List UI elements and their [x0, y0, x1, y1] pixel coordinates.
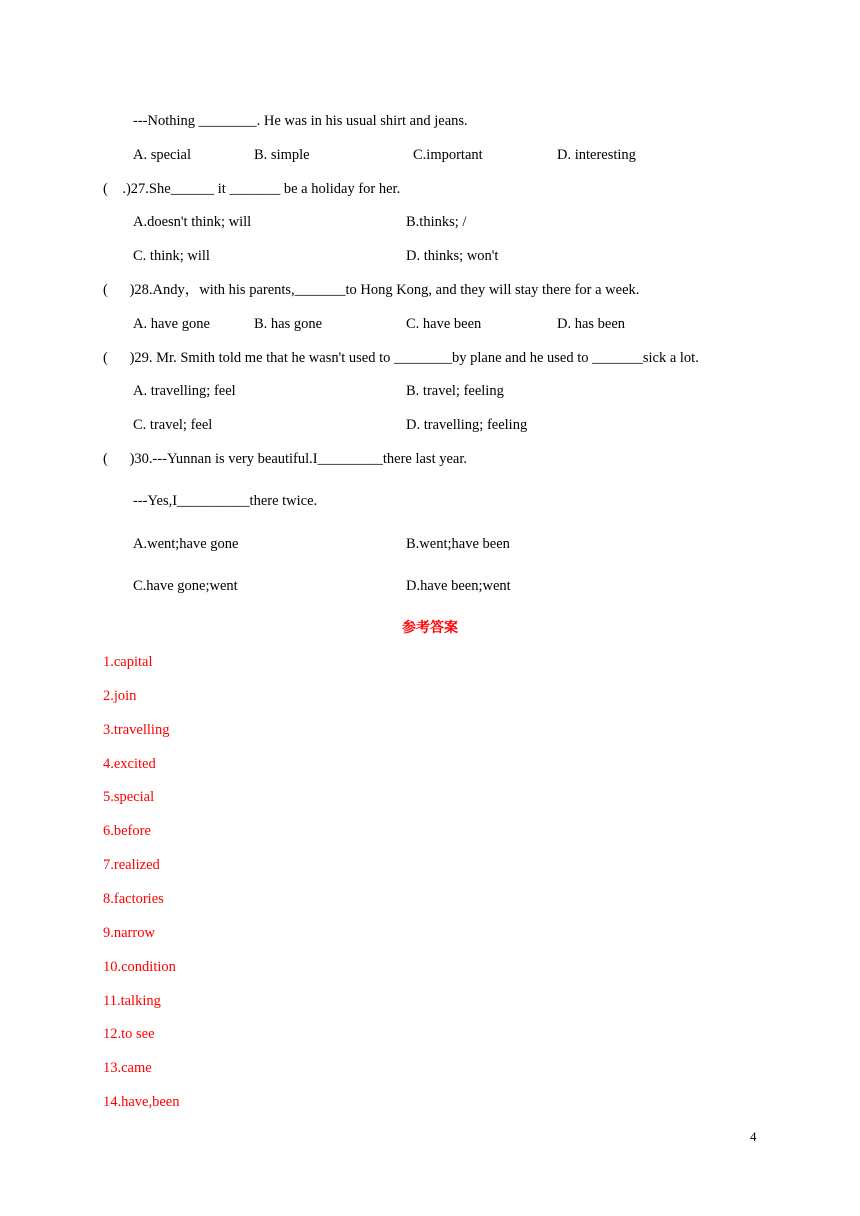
question-29-option-c: C. travel; feel [133, 417, 213, 433]
answer-item: 10.condition [103, 959, 176, 975]
question-29-stem: ( )29. Mr. Smith told me that he wasn't used to ________by plane and he used to _______sick a lot. [103, 350, 699, 366]
answer-item: 5.special [103, 789, 155, 805]
question-26-option-c: C.important [413, 147, 483, 163]
question-28-option-c: C. have been [406, 316, 482, 332]
question-27-option-a: A.doesn't think; will [133, 214, 252, 230]
answer-item: 4.excited [103, 756, 156, 772]
answer-item: 14.have,been [103, 1094, 180, 1110]
answer-item: 13.came [103, 1060, 152, 1076]
question-27-option-b: B.thinks; / [406, 214, 467, 230]
question-30-option-d: D.have been;went [406, 578, 511, 594]
answer-item: 11.talking [103, 993, 161, 1009]
question-30-option-b: B.went;have been [406, 536, 510, 552]
question-28-option-b: B. has gone [254, 316, 323, 332]
answer-item: 12.to see [103, 1026, 155, 1042]
answer-key-heading: 参考答案 [402, 620, 458, 636]
question-30-stem: ( )30.---Yunnan is very beautiful.I_________there last year. [103, 451, 468, 467]
question-27-stem: ( .)27.She______ it _______ be a holiday for her. [103, 181, 401, 197]
answer-item: 7.realized [103, 857, 160, 873]
question-28-option-d: D. has been [557, 316, 626, 332]
question-26-option-a: A. special [133, 147, 191, 163]
answer-item: 2.join [103, 688, 137, 704]
question-27-option-c: C. think; will [133, 248, 210, 264]
question-29-option-d: D. travelling; feeling [406, 417, 528, 433]
answer-item: 9.narrow [103, 925, 155, 941]
question-27-option-d: D. thinks; won't [406, 248, 499, 264]
question-30-reply: ---Yes,I__________there twice. [133, 493, 318, 509]
answer-item: 6.before [103, 823, 151, 839]
question-28-option-a: A. have gone [133, 316, 210, 332]
question-30-option-c: C.have gone;went [133, 578, 238, 594]
page-number: 4 [750, 1129, 757, 1144]
question-26-option-b: B. simple [254, 147, 310, 163]
question-26-stem: ---Nothing ________. He was in his usual shirt and jeans. [133, 113, 468, 129]
question-29-option-b: B. travel; feeling [406, 383, 504, 399]
question-30-option-a: A.went;have gone [133, 536, 239, 552]
question-29-option-a: A. travelling; feel [133, 383, 236, 399]
answer-item: 1.capital [103, 654, 153, 670]
answer-item: 8.factories [103, 891, 164, 907]
question-28-stem: ( )28.Andy，with his parents,_______to Hong Kong, and they will stay there for a week. [103, 282, 640, 298]
answer-item: 3.travelling [103, 722, 170, 738]
question-26-option-d: D. interesting [557, 147, 636, 163]
